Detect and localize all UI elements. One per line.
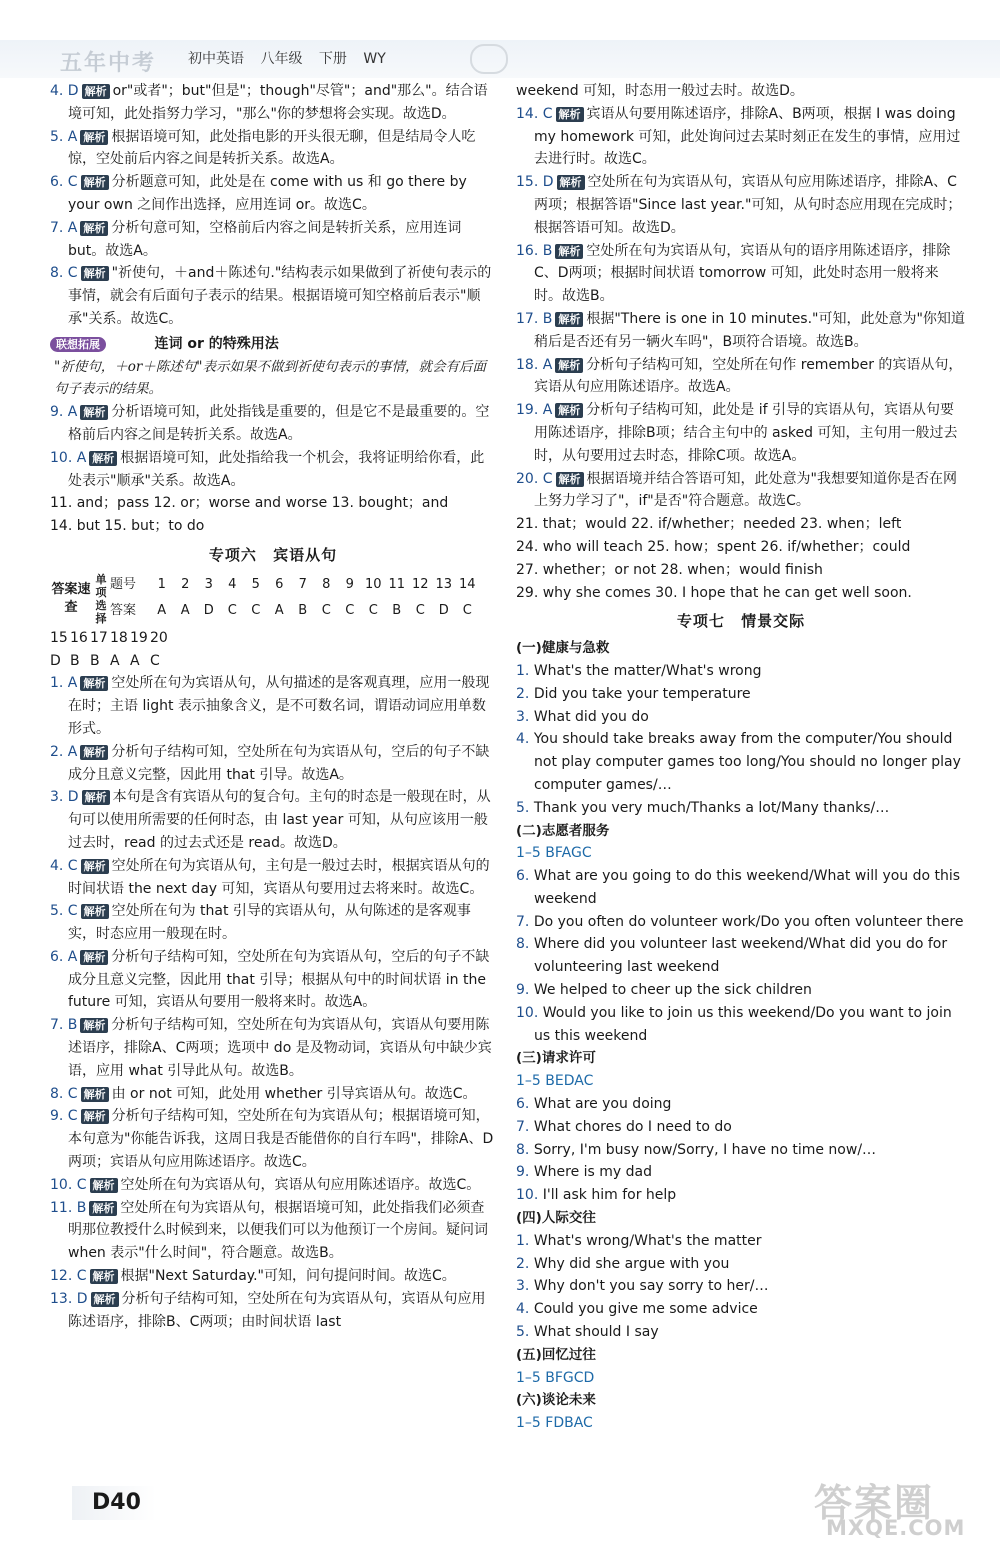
answer-item [50,126,496,172]
group-heading: (三)请求许可 [516,1050,596,1067]
fill-line: 29. why she comes 30. I hope that he can get well soon. [516,584,912,601]
question-number: 19 [130,629,148,646]
item-number: 6. A [50,948,78,965]
question-number: 10 [364,576,382,592]
answer-item [50,946,496,1014]
item-number: 8. C [50,265,78,282]
analysis-tag: 解析 [89,451,117,466]
dialogue-groups [516,637,966,1435]
answer-letter: A [157,602,167,618]
answer-letter: D [50,652,61,669]
item-text: 空处所在句为宾语从句，主句是一般过去时，根据宾语从句的时间状语 the next day 可知，宾语从句要用过去将来时。故选C。 [68,857,490,897]
dialogue-answer [516,728,966,796]
expand-text: "祈使句，＋or＋陈述句"表示如果不做到祈使句表示的事情，就会有后面句子表示的结果。 [54,358,486,398]
group-heading: (一)健康与急救 [516,640,610,657]
item-text: 分析句子结构可知，空处所在句为宾语从句，空后的句子不缺成分且意义完整，因此用 that 引导；根据从句中的时间状语 in the future 可知，宾语从句要用一般将来时。故选A。 [68,948,490,1011]
group-heading: (五)回忆过往 [516,1346,596,1363]
dialogue-answer [516,933,966,979]
answer-letter: D [203,602,214,618]
item-number: 10. A [50,449,87,466]
item-text: 分析句子结构可知，空处所在句为宾语从句，宾语从句要用陈述语序，排除A、C两项；选项中 do 是及物动词，宾语从句中缺少宾语，应用 what 引导此从句。故选B。 [68,1017,492,1079]
continued-text: weekend 可知，时态用一般过去时。故选D。 [516,83,804,99]
answer-item [516,171,966,239]
analysis-tag: 解析 [90,1178,118,1193]
item-text: Sorry, I'm busy now/Sorry, I have no time now/… [533,1141,877,1158]
dialogue-answer [516,1093,966,1116]
item-number: 10. [516,1187,543,1204]
dialogue-answer [516,683,966,706]
analysis-tag: 解析 [89,1201,117,1216]
item-number: 15. D [516,174,554,191]
item-text: 分析语境可知，此处指钱是重要的，但是它不是最重要的。空格前后内容之间是转折关系。故选A。 [68,404,490,443]
item-text: You should take breaks away from the computer/You should not play computer games too long/You should no longer play computer games/… [533,731,961,793]
answer-item [50,171,496,217]
question-number: 18 [110,629,128,646]
item-number: 16. B [516,242,553,259]
item-number: 5. [516,799,534,816]
analysis-tag: 解析 [80,676,108,691]
group-answer-code: 1–5 BFAGC [516,845,592,862]
answer-list-a [50,80,496,331]
item-number: 12. C [50,1268,87,1285]
question-number: 16 [70,629,88,646]
analysis-tag: 解析 [81,175,109,190]
answer-letter: C [415,602,425,618]
fill-line: 27. whether；or not 28. when；would finish [516,561,823,578]
item-number: 13. D [50,1290,88,1307]
item-text: 空处所在句为宾语从句，宾语从句应用陈述语序，排除A、C两项；根据答语"Since last year."可知，从句时态应用现在完成时；根据答语可知。故选D。 [534,174,962,236]
dialogue-answer [516,1298,966,1321]
item-text: Thank you very much/Thanks a lot/Many thanks/… [533,799,890,816]
analysis-tag: 解析 [80,130,108,145]
item-text: 空处所在句为宾语从句，根据语境可知，此处指我们必须查明那位教授什么时候到来，以便我们可以为他预订一个房间。疑问词 when 表示"什么时间"，符合题意。故选B。 [68,1199,488,1262]
item-text: Where is my dad [533,1164,653,1181]
dialogue-answer [516,706,966,729]
item-number: 9. [516,982,534,999]
answer-item [516,308,966,354]
answer-item [50,1197,496,1265]
item-number: 6. [516,1096,534,1113]
answer-item [50,900,496,946]
question-number: 4 [228,576,237,592]
answer-item [516,240,966,308]
fill-line: 21. that；would 22. if/whether；needed 23. when；left [516,516,902,533]
item-number: 8. C [50,1085,78,1102]
item-number: 4. [516,1301,534,1318]
item-number: 11. B [50,1199,87,1216]
item-text: I'll ask him for help [542,1187,677,1204]
analysis-tag: 解析 [82,84,110,99]
analysis-tag: 解析 [81,266,109,281]
item-text: 根据语境可知，此处指给我一个机会，我将证明给你看，此处表示"顺承"关系。故选A。 [68,449,485,489]
dialogue-answer [516,1139,966,1162]
analysis-tag: 解析 [80,221,108,236]
analysis-tag: 解析 [81,1087,109,1102]
answer-item [50,1105,496,1173]
item-text: 本句是含有宾语从句的复合句。主句的时态是一般现在时，从句可以使用所需要的任何时态，由 last year 可知，从句应该用一般过去时，read 的过去式还是 read。故选D。 [68,789,491,851]
answer-list-c [50,672,496,1333]
question-number: 20 [150,629,168,646]
answer-letter: C [251,602,261,618]
item-text: Do you often do volunteer work/Do you often volunteer there [533,913,964,930]
group-answer-code: 1–5 BFGCD [516,1369,595,1386]
question-number: 14 [458,576,476,592]
item-text: What should I say [533,1324,659,1341]
answer-letter: D [438,602,449,618]
item-number: 20. C [516,470,553,487]
item-text: What did you do [533,708,649,725]
item-number: 8. [516,1141,534,1158]
answer-letter: B [298,602,308,618]
question-number: 6 [275,576,284,592]
analysis-tag: 解析 [80,405,108,420]
question-number: 7 [298,576,307,592]
right-column [516,80,966,1435]
table-row-head: 答案 [110,603,137,619]
left-column [50,80,496,1333]
item-text: We helped to cheer up the sick children [533,982,812,999]
dialogue-answer [516,797,966,820]
question-number: 17 [90,629,108,646]
analysis-tag: 解析 [555,358,583,373]
answer-item [516,399,966,467]
item-text: 分析句子结构可知，空处所在句为宾语从句，空后的句子不缺成分且意义完整，因此用 that 引导。故选A。 [68,743,490,783]
item-text: Did you take your temperature [533,685,751,702]
item-text: Why don't you say sorry to her/… [533,1278,769,1295]
item-number: 18. A [516,356,553,373]
analysis-tag: 解析 [555,403,583,418]
answer-item [516,103,966,171]
item-number: 4. [516,731,534,748]
page-number: D40 [92,1490,141,1515]
answer-letter: C [227,602,237,618]
analysis-tag: 解析 [81,1109,109,1124]
item-text: 空处所在句为宾语从句，宾语从句应用陈述语序。故选C。 [120,1176,481,1193]
item-number: 17. B [516,310,553,327]
analysis-tag: 解析 [90,1269,118,1284]
item-number: 5. [516,1324,534,1341]
section-title-6: 专项六 宾语从句 [208,545,338,564]
question-number: 5 [251,576,260,592]
question-number: 11 [388,576,406,592]
answer-item [50,447,496,493]
item-text: Where did you volunteer last weekend/What did you do for volunteering last weekend [533,936,948,976]
answer-item [50,855,496,901]
header-title: 初中英语 八年级 下册 WY [188,51,386,67]
brand-logo: 五年中考 [60,50,157,76]
question-number: 2 [181,576,190,592]
item-number: 3. [516,1278,534,1295]
answer-item [50,217,496,263]
item-text: What chores do I need to do [533,1118,732,1135]
item-number: 9. C [50,1108,78,1125]
item-text: 分析句子结构可知，空处所在句为宾语从句；根据语境可知，本句意为"你能告诉我，这周日我是否能借你的自行车吗"，排除A、D两项；宾语从句应用陈述语序。故选C。 [68,1108,494,1171]
analysis-tag: 解析 [557,175,585,190]
fill-line: 14. but 15. but；to do [50,518,205,535]
item-number: 2. [516,685,534,702]
answer-table [50,573,479,625]
answer-item [516,354,966,400]
answers-continued [50,650,496,673]
answer-item [516,468,966,514]
watermark-text: 答案圈 [814,1481,935,1525]
item-text: 分析句子结构可知，空处所在句为宾语从句，宾语从句应用陈述语序，排除B、C两项；由时间状语 last [68,1290,486,1330]
answer-item [50,1265,496,1288]
analysis-tag: 解析 [81,859,109,874]
answer-letter: A [130,652,140,669]
question-number: 15 [50,629,68,646]
watermark-url: MXQE.COM [826,1516,966,1540]
answer-list-b [50,401,496,492]
analysis-tag: 解析 [556,472,584,487]
dialogue-answer [516,1161,966,1184]
item-number: 7. B [50,1017,78,1034]
dialogue-answer [516,660,966,683]
answer-letter: A [274,602,284,618]
question-number-cells [150,573,479,599]
item-text: Why did she argue with you [533,1255,730,1272]
item-text: Would you like to join us this weekend/Do you want to join us this weekend [534,1004,952,1044]
answer-letter: B [90,652,100,669]
item-number: 4. D [50,83,79,99]
item-number: 9. A [50,404,78,421]
item-number: 3. [516,708,534,725]
answer-letter: C [321,602,331,618]
answer-item [50,1288,496,1334]
answer-letter: C [150,652,160,669]
group-heading: (四)人际交往 [516,1210,596,1227]
fill-line: 24. who will teach 25. how；spent 26. if/whether；could [516,538,911,555]
item-number: 5. C [50,903,78,920]
group-heading: (二)志愿者服务 [516,822,610,839]
dialogue-answer [516,911,966,934]
item-text: What are you going to do this weekend/What will you do this weekend [533,868,961,907]
table-vertical-label: 单项选择 [95,572,107,625]
fill-lines [516,513,966,604]
item-number: 14. C [516,105,553,122]
item-text: 空处所在句为 that 引导的宾语从句，从句陈述的是客观事实，时态应用一般现在时。 [68,903,471,943]
dialogue-answer [516,1116,966,1139]
expand-box [50,333,496,356]
answer-item [50,401,496,447]
item-text: or"或者"；but"但是"；though"尽管"；and"那么"。结合语境可知，此处指努力学习，"那么"你的梦想将会实现。故选D。 [68,83,488,122]
header-decoration-icon [470,44,508,74]
dialogue-answer [516,1184,966,1207]
item-number: 5. A [50,128,78,145]
analysis-tag: 解析 [82,790,110,805]
item-text: 根据"Next Saturday."可知，问句提问时间。故选C。 [120,1268,456,1285]
item-text: What's wrong/What's the matter [533,1232,762,1249]
item-text: 分析句意可知，空格前后内容之间是转折关系，应用连词 but。故选A。 [68,219,462,259]
answer-cells [150,599,479,625]
answer-item [50,786,496,854]
analysis-tag: 解析 [91,1292,119,1307]
answer-item [50,1174,496,1197]
question-number: 3 [204,576,213,592]
answer-item [50,1014,496,1082]
item-text: 根据语境并结合答语可知，此处意为"我想要知道你是否在网上努力学习了"，if"是否"符合题意。故选C。 [534,470,957,510]
table-row-head: 题号 [110,577,137,593]
question-number: 8 [322,576,331,592]
fill-line: 11. and；pass 12. or；worse and worse 13. bought；and [50,495,449,512]
analysis-tag: 解析 [556,107,584,122]
item-number: 1. A [50,675,78,692]
item-number: 2. [516,1255,534,1272]
item-number: 1. [516,662,534,679]
item-number: 3. D [50,789,79,806]
item-number: 4. C [50,857,78,874]
dialogue-answer [516,1275,966,1298]
analysis-tag: 解析 [80,1018,108,1033]
dialogue-answer [516,1321,966,1344]
item-number: 2. A [50,743,78,760]
item-text: 分析题意可知，此处是在 come with us 和 go there by your own 之间作出选择，应用连词 or。故选C。 [68,174,467,213]
expand-tag: 联想拓展 [50,337,106,352]
item-number: 7. A [50,219,78,236]
item-number: 10. C [50,1176,87,1193]
dialogue-answer [516,1253,966,1276]
page-header [0,0,1000,78]
dialogue-answer [516,1230,966,1253]
analysis-tag: 解析 [80,950,108,965]
answer-letter: B [70,652,80,669]
item-text: 空处所在句为宾语从句，从句描述的是客观真理，应用一般现在时；主语 light 表示抽象含义，是不可数名词，谓语动词应用单数形式。 [68,675,490,737]
item-number: 6. C [50,174,78,191]
group-heading: (六)谈论未来 [516,1392,596,1409]
answer-letter: A [110,652,120,669]
item-number: 6. [516,868,534,885]
item-text: 根据"There is one in 10 minutes."可知，此处意为"你知道稍后是否还有另一辆火车吗"，B项符合语境。故选B。 [534,310,965,350]
section-title-7: 专项七 情景交际 [676,612,806,631]
item-text: 宾语从句要用陈述语序，排除A、B两项，根据 I was doing my homework 可知，此处询问过去某时刻正在发生的事情，应用过去进行时。故选C。 [534,105,961,168]
answer-list-right [516,103,966,513]
answer-item [50,672,496,740]
item-text: "祈使句，＋and＋陈述句."结构表示如果做到了祈使句表示的事情，就会有后面句子表示的结果。根据语境可知空格前后表示"顺承"关系。故选C。 [68,265,492,327]
table-label: 答案速查 [51,581,91,615]
expand-title: 连词 or 的特殊用法 [154,335,279,352]
question-numbers-continued [50,627,496,650]
dialogue-answer [516,865,966,911]
item-text: 分析句子结构可知，空处所在句作 remember 的宾语从句，宾语从句应用陈述语序。故选A。 [534,356,963,396]
item-text: 由 or not 可知，此处用 whether 引导宾语从句。故选C。 [111,1085,477,1102]
item-text: 分析句子结构可知，此处是 if 引导的宾语从句，宾语从句要用陈述语序，排除B项；结合主句中的 asked 可知，主句用一般过去时，从句要用过去时态，排除C项。故选A。 [534,402,958,464]
question-number: 9 [345,576,354,592]
item-text: Could you give me some advice [533,1301,758,1318]
answer-letter: C [462,602,472,618]
answer-item [50,262,496,330]
item-number: 10. [516,1004,543,1021]
analysis-tag: 解析 [80,745,108,760]
answer-letter: C [345,602,355,618]
answer-letter: C [368,602,378,618]
analysis-tag: 解析 [555,312,583,327]
answer-item [50,1083,496,1106]
item-number: 1. [516,1232,534,1249]
question-number: 12 [411,576,429,592]
group-answer-code: 1–5 FDBAC [516,1415,593,1432]
item-number: 19. A [516,402,553,419]
answer-letter: B [392,602,402,618]
item-number: 7. [516,913,534,930]
dialogue-answer [516,1002,966,1048]
analysis-tag: 解析 [555,244,583,259]
watermark [806,1470,996,1542]
item-number: 9. [516,1164,534,1181]
analysis-tag: 解析 [81,904,109,919]
answer-item [50,80,496,126]
question-number: 1 [157,576,166,592]
item-text: What are you doing [533,1096,672,1113]
item-number: 7. [516,1118,534,1135]
group-answer-code: 1–5 BEDAC [516,1073,594,1090]
answer-letter: A [180,602,190,618]
item-text: What's the matter/What's wrong [533,662,762,679]
item-text: 空处所在句为宾语从句，宾语从句的语序用陈述语序，排除C、D两项；根据时间状语 tomorrow 可知，此处时态用一般将来时。故选B。 [534,242,951,305]
answer-item [50,741,496,787]
question-number: 13 [435,576,453,592]
item-text: 根据语境可知，此处指电影的开头很无聊，但是结局令人吃惊，空处前后内容之间是转折关系。故选A。 [68,128,476,168]
item-number: 8. [516,936,534,953]
dialogue-answer [516,979,966,1002]
